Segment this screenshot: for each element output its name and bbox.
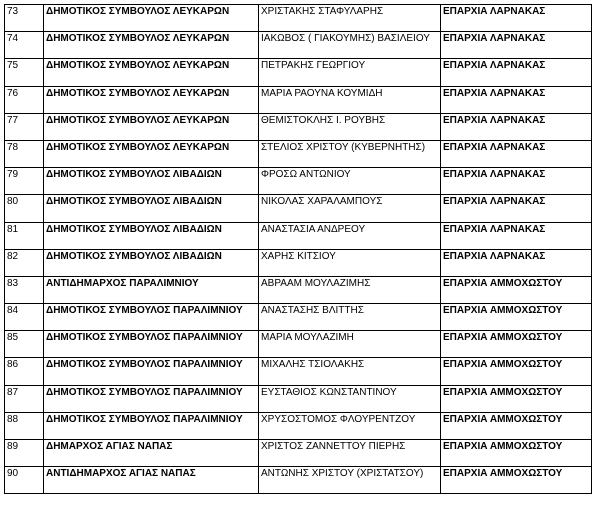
row-number-cell: 89 xyxy=(5,440,44,467)
office-cell: ΑΝΤΙΔΗΜΑΡΧΟΣ ΑΓΙΑΣ ΝΑΠΑΣ xyxy=(44,467,259,494)
person-name-cell: ΜΙΧΑΛΗΣ ΤΣΙΟΛΑΚΗΣ xyxy=(259,358,441,385)
row-number-cell: 81 xyxy=(5,222,44,249)
person-name-cell: ΠΕΤΡΑΚΗΣ ΓΕΩΡΓΙΟΥ xyxy=(259,59,441,86)
person-name-cell: ΑΝΑΣΤΑΣΗΣ ΒΛΙΤΤΗΣ xyxy=(259,304,441,331)
office-cell: ΔΗΜΟΤΙΚΟΣ ΣΥΜΒΟΥΛΟΣ ΠΑΡΑΛΙΜΝΙΟΥ xyxy=(44,331,259,358)
person-name-cell: ΧΡΙΣΤΟΣ ΖΑΝΝΕΤΤΟΥ ΠΙΕΡΗΣ xyxy=(259,440,441,467)
officials-table xyxy=(4,4,592,494)
office-cell: ΑΝΤΙΔΗΜΑΡΧΟΣ ΠΑΡΑΛΙΜΝΙΟΥ xyxy=(44,276,259,303)
office-cell: ΔΗΜΟΤΙΚΟΣ ΣΥΜΒΟΥΛΟΣ ΛΙΒΑΔΙΩΝ xyxy=(44,249,259,276)
table-row xyxy=(5,249,592,276)
person-name-cell: ΜΑΡΙΑ ΡΑΟΥΝΑ ΚΟΥΜΙΔΗ xyxy=(259,86,441,113)
officials-table-body xyxy=(5,5,592,494)
table-row xyxy=(5,358,592,385)
table-row xyxy=(5,113,592,140)
office-cell: ΔΗΜΟΤΙΚΟΣ ΣΥΜΒΟΥΛΟΣ ΛΙΒΑΔΙΩΝ xyxy=(44,195,259,222)
person-name-cell: ΧΡΥΣΟΣΤΟΜΟΣ ΦΛΟΥΡΕΝΤΖΟΥ xyxy=(259,412,441,439)
table-row xyxy=(5,5,592,32)
person-name-cell: ΧΑΡΗΣ ΚΙΤΣΙΟΥ xyxy=(259,249,441,276)
table-row xyxy=(5,304,592,331)
table-row xyxy=(5,222,592,249)
district-cell: ΕΠΑΡΧΙΑ ΛΑΡΝΑΚΑΣ xyxy=(441,86,592,113)
table-row xyxy=(5,86,592,113)
district-cell: ΕΠΑΡΧΙΑ ΛΑΡΝΑΚΑΣ xyxy=(441,59,592,86)
district-cell: ΕΠΑΡΧΙΑ ΑΜΜΟΧΩΣΤΟΥ xyxy=(441,276,592,303)
table-row xyxy=(5,412,592,439)
row-number-cell: 77 xyxy=(5,113,44,140)
row-number-cell: 79 xyxy=(5,168,44,195)
row-number-cell: 84 xyxy=(5,304,44,331)
row-number-cell: 87 xyxy=(5,385,44,412)
person-name-cell: ΣΤΕΛΙΟΣ ΧΡΙΣΤΟΥ (ΚΥΒΕΡΝΗΤΗΣ) xyxy=(259,140,441,167)
district-cell: ΕΠΑΡΧΙΑ ΛΑΡΝΑΚΑΣ xyxy=(441,249,592,276)
row-number-cell: 90 xyxy=(5,467,44,494)
district-cell: ΕΠΑΡΧΙΑ ΑΜΜΟΧΩΣΤΟΥ xyxy=(441,358,592,385)
table-row xyxy=(5,32,592,59)
office-cell: ΔΗΜΟΤΙΚΟΣ ΣΥΜΒΟΥΛΟΣ ΠΑΡΑΛΙΜΝΙΟΥ xyxy=(44,385,259,412)
row-number-cell: 80 xyxy=(5,195,44,222)
district-cell: ΕΠΑΡΧΙΑ ΛΑΡΝΑΚΑΣ xyxy=(441,195,592,222)
office-cell: ΔΗΜΟΤΙΚΟΣ ΣΥΜΒΟΥΛΟΣ ΛΕΥΚΑΡΩΝ xyxy=(44,86,259,113)
person-name-cell: ΑΝΑΣΤΑΣΙΑ ΑΝΔΡΕΟΥ xyxy=(259,222,441,249)
table-row xyxy=(5,195,592,222)
table-row xyxy=(5,168,592,195)
district-cell: ΕΠΑΡΧΙΑ ΑΜΜΟΧΩΣΤΟΥ xyxy=(441,304,592,331)
row-number-cell: 74 xyxy=(5,32,44,59)
district-cell: ΕΠΑΡΧΙΑ ΑΜΜΟΧΩΣΤΟΥ xyxy=(441,331,592,358)
district-cell: ΕΠΑΡΧΙΑ ΑΜΜΟΧΩΣΤΟΥ xyxy=(441,467,592,494)
office-cell: ΔΗΜΟΤΙΚΟΣ ΣΥΜΒΟΥΛΟΣ ΛΕΥΚΑΡΩΝ xyxy=(44,5,259,32)
district-cell: ΕΠΑΡΧΙΑ ΛΑΡΝΑΚΑΣ xyxy=(441,113,592,140)
district-cell: ΕΠΑΡΧΙΑ ΛΑΡΝΑΚΑΣ xyxy=(441,168,592,195)
person-name-cell: ΑΒΡΑΑΜ ΜΟΥΛΑΖΙΜΗΣ xyxy=(259,276,441,303)
district-cell: ΕΠΑΡΧΙΑ ΛΑΡΝΑΚΑΣ xyxy=(441,222,592,249)
table-row xyxy=(5,59,592,86)
district-cell: ΕΠΑΡΧΙΑ ΑΜΜΟΧΩΣΤΟΥ xyxy=(441,385,592,412)
district-cell: ΕΠΑΡΧΙΑ ΛΑΡΝΑΚΑΣ xyxy=(441,32,592,59)
district-cell: ΕΠΑΡΧΙΑ ΑΜΜΟΧΩΣΤΟΥ xyxy=(441,440,592,467)
table-row xyxy=(5,331,592,358)
person-name-cell: ΜΑΡΙΑ ΜΟΥΛΑΖΙΜΗ xyxy=(259,331,441,358)
office-cell: ΔΗΜΑΡΧΟΣ ΑΓΙΑΣ ΝΑΠΑΣ xyxy=(44,440,259,467)
row-number-cell: 76 xyxy=(5,86,44,113)
district-cell: ΕΠΑΡΧΙΑ ΛΑΡΝΑΚΑΣ xyxy=(441,5,592,32)
district-cell: ΕΠΑΡΧΙΑ ΛΑΡΝΑΚΑΣ xyxy=(441,140,592,167)
person-name-cell: ΕΥΣΤΑΘΙΟΣ ΚΩΝΣΤΑΝΤΙΝΟΥ xyxy=(259,385,441,412)
table-row xyxy=(5,276,592,303)
person-name-cell: ΧΡΙΣΤΑΚΗΣ ΣΤΑΦΥΛΑΡΗΣ xyxy=(259,5,441,32)
row-number-cell: 75 xyxy=(5,59,44,86)
office-cell: ΔΗΜΟΤΙΚΟΣ ΣΥΜΒΟΥΛΟΣ ΠΑΡΑΛΙΜΝΙΟΥ xyxy=(44,412,259,439)
row-number-cell: 78 xyxy=(5,140,44,167)
row-number-cell: 85 xyxy=(5,331,44,358)
office-cell: ΔΗΜΟΤΙΚΟΣ ΣΥΜΒΟΥΛΟΣ ΠΑΡΑΛΙΜΝΙΟΥ xyxy=(44,358,259,385)
person-name-cell: ΝΙΚΟΛΑΣ ΧΑΡΑΛΑΜΠΟΥΣ xyxy=(259,195,441,222)
table-row xyxy=(5,440,592,467)
row-number-cell: 88 xyxy=(5,412,44,439)
person-name-cell: ΑΝΤΩΝΗΣ ΧΡΙΣΤΟΥ (ΧΡΙΣΤΑΤΣΟΥ) xyxy=(259,467,441,494)
person-name-cell: ΘΕΜΙΣΤΟΚΛΗΣ Ι. ΡΟΥΒΗΣ xyxy=(259,113,441,140)
office-cell: ΔΗΜΟΤΙΚΟΣ ΣΥΜΒΟΥΛΟΣ ΛΕΥΚΑΡΩΝ xyxy=(44,140,259,167)
row-number-cell: 82 xyxy=(5,249,44,276)
office-cell: ΔΗΜΟΤΙΚΟΣ ΣΥΜΒΟΥΛΟΣ ΛΙΒΑΔΙΩΝ xyxy=(44,168,259,195)
row-number-cell: 86 xyxy=(5,358,44,385)
table-row xyxy=(5,467,592,494)
person-name-cell: ΦΡΟΣΩ ΑΝΤΩΝΙΟΥ xyxy=(259,168,441,195)
table-row xyxy=(5,385,592,412)
office-cell: ΔΗΜΟΤΙΚΟΣ ΣΥΜΒΟΥΛΟΣ ΠΑΡΑΛΙΜΝΙΟΥ xyxy=(44,304,259,331)
row-number-cell: 83 xyxy=(5,276,44,303)
office-cell: ΔΗΜΟΤΙΚΟΣ ΣΥΜΒΟΥΛΟΣ ΛΕΥΚΑΡΩΝ xyxy=(44,59,259,86)
office-cell: ΔΗΜΟΤΙΚΟΣ ΣΥΜΒΟΥΛΟΣ ΛΕΥΚΑΡΩΝ xyxy=(44,113,259,140)
office-cell: ΔΗΜΟΤΙΚΟΣ ΣΥΜΒΟΥΛΟΣ ΛΙΒΑΔΙΩΝ xyxy=(44,222,259,249)
office-cell: ΔΗΜΟΤΙΚΟΣ ΣΥΜΒΟΥΛΟΣ ΛΕΥΚΑΡΩΝ xyxy=(44,32,259,59)
person-name-cell: ΙΑΚΩΒΟΣ ( ΓΙΑΚΟΥΜΗΣ) ΒΑΣΙΛΕΙΟΥ xyxy=(259,32,441,59)
table-row xyxy=(5,140,592,167)
row-number-cell: 73 xyxy=(5,5,44,32)
district-cell: ΕΠΑΡΧΙΑ ΑΜΜΟΧΩΣΤΟΥ xyxy=(441,412,592,439)
